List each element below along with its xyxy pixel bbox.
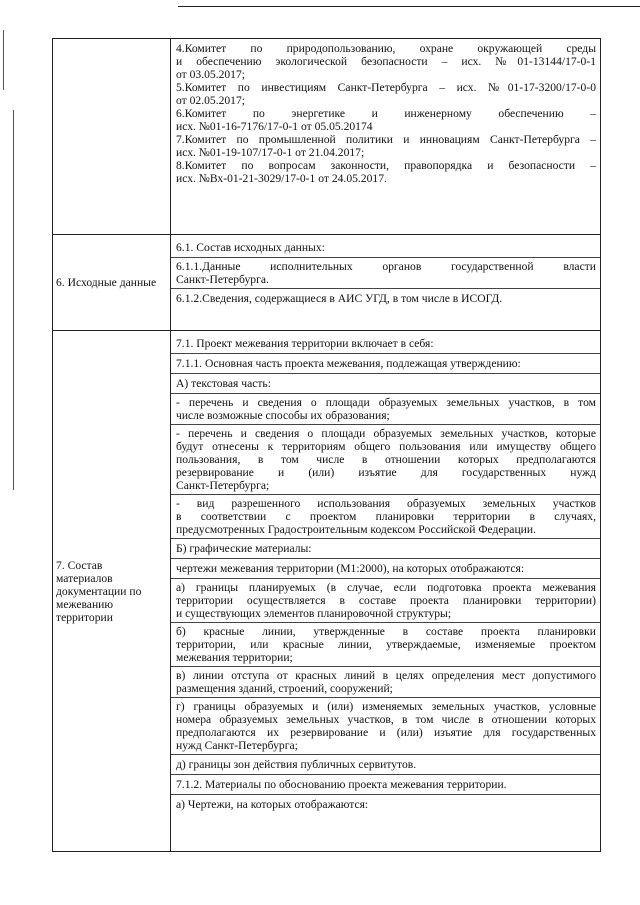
row7-content (171, 331, 601, 852)
row7-p10-line2: территории, или красные линии, утверждаемые, изменяемые проектом (176, 638, 596, 651)
committee-5-line2: от 02.05.2017; (176, 94, 246, 107)
row7-p9-line3: и существующих элементов планировочной структуры; (176, 607, 452, 620)
row7-p5-line3: пользования, в том числе в отношении которых предполагаются (176, 453, 596, 466)
row7-label-line4: межеванию (56, 597, 114, 611)
row7-p6-line3: предусмотренных Градостроительным кодексом Российской Федерации. (176, 523, 536, 536)
row7-p5-line4: резервирование и (или) изъятие для государственных нужд (176, 466, 596, 479)
row7-p14: 7.1.2. Материалы по обоснованию проекта межевания территории. (176, 778, 507, 791)
row7-p2: 7.1.1. Основная часть проекта межевания, подлежащая утверждению: (176, 357, 521, 370)
committee-7-line1: 7.Комитет по промышленной политики и инновациям Санкт-Петербурга – (176, 133, 596, 146)
row7-p7: Б) графические материалы: (176, 542, 312, 555)
row7-p9-line1: а) границы планируемых (в случае, если подготовка проекта межевания (176, 581, 596, 594)
row6-p1: 6.1. Состав исходных данных: (176, 241, 325, 254)
row7-p13: д) границы зон действия публичных сервитутов. (176, 758, 417, 771)
row7-label-line2: материалов (56, 571, 113, 585)
row7-p4-line1: - перечень и сведения о площади образуемых земельных участков, в том (176, 396, 596, 409)
table-row-documentation (53, 331, 601, 852)
row7-label (53, 559, 170, 624)
row7-label-line1: 7. Состав (56, 558, 103, 572)
divider (171, 424, 600, 425)
committee-6-line2: исх. №01-16-7176/17-0-1 от 05.05.20174 (176, 120, 373, 133)
row7-label-cell (53, 331, 171, 852)
divider (171, 393, 600, 394)
committee-8-line1: 8.Комитет по вопросам законности, правопорядка и безопасности – (176, 159, 596, 172)
row6-p3: 6.1.2.Сведения, содержащиеся в АИС УГД, в том числе в ИСОГД. (176, 292, 503, 305)
divider (171, 538, 600, 539)
committee-4-line1: 4.Комитет по природопользованию, охране окружающей среды (176, 42, 596, 55)
row7-p5-line1: - перечень и сведения о площади образуемых земельных участков, которые (176, 427, 596, 440)
row7-p11-line1: в) линии отступа от красных линий в целях определения мест допустимого (176, 669, 596, 682)
top-rule (178, 6, 640, 7)
row7-p12-line3: предполагаются их резервирование и (или) изъятие для государственных (176, 726, 596, 739)
row7-p6-line2: в соответствии с проектом планировки территории в случаях, (176, 510, 596, 523)
divider (171, 494, 600, 495)
table-row-source-data (53, 235, 601, 331)
row7-label-line5: территории (56, 610, 113, 624)
row6-p2-line1: 6.1.1.Данные исполнительных органов государственной власти (176, 260, 596, 273)
row7-p6-line1: - вид разрешенного использования образуемых земельных участков (176, 497, 596, 510)
row7-p5-line2: будут отнесены к территориям общего пользования или имуществу общего (176, 440, 596, 453)
divider (171, 622, 600, 623)
committees-cell (171, 39, 601, 235)
divider (171, 288, 600, 289)
committee-8-line2: исх. №Вх-01-21-3029/17-0-1 от 24.05.2017. (176, 172, 387, 185)
row7-p12-line4: нужд Санкт-Петербурга; (176, 739, 298, 752)
divider (171, 558, 600, 559)
row6-p2-line2: Санкт-Петербурга. (176, 273, 269, 286)
scan-artifact-line (3, 30, 4, 90)
divider (171, 794, 600, 795)
row7-p15: а) Чертежи, на которых отображаются: (176, 798, 369, 811)
divider (171, 754, 600, 755)
divider (171, 666, 600, 667)
scan-artifact-line (13, 110, 14, 490)
row6-label: 6. Исходные данные (56, 276, 157, 289)
divider (171, 697, 600, 698)
row7-p12-line2: номера образуемых земельных участков, в том числе в отношении которых (176, 713, 596, 726)
row7-p1: 7.1. Проект межевания территории включает в себя: (176, 337, 434, 350)
row6-content (171, 235, 601, 331)
document-table (52, 38, 601, 852)
committee-4-line2: и обеспечению экологической безопасности – исх. №01-13144/17-0-1 (176, 55, 596, 68)
row7-p10-line3: межевания территории; (176, 651, 293, 664)
row7-p8: чертежи межевания территории (М1:2000), на которых отображаются: (176, 562, 525, 575)
row7-p11-line2: размещения зданий, строений, сооружений; (176, 682, 393, 695)
table-row-committees (53, 39, 601, 235)
divider (171, 578, 600, 579)
committee-7-line2: исх. №01-19-107/17-0-1 от 21.04.2017; (176, 146, 365, 159)
row7-p4-line2: числе возможные способы их образования; (176, 409, 390, 422)
row7-p9-line2: территории осуществляется в составе проекта планировки территории) (176, 594, 596, 607)
row7-p10-line1: б) красные линии, утвержденные в составе проекта планировки (176, 625, 596, 638)
divider (171, 353, 600, 354)
divider (171, 373, 600, 374)
row7-p3: А) текстовая часть: (176, 377, 271, 390)
divider (171, 257, 600, 258)
committee-4-line3: от 03.05.2017; (176, 68, 246, 81)
committee-5-line1: 5.Комитет по инвестициям Санкт-Петербурга – исх. №01-17-3200/17-0-0 (176, 81, 596, 94)
row7-p12-line1: г) границы образуемых и (или) изменяемых земельных участков, условные (176, 700, 596, 713)
committee-6-line1: 6.Комитет по энергетике и инженерному обеспечению – (176, 107, 596, 120)
row-label-empty (53, 39, 171, 235)
row6-label-cell (53, 235, 171, 331)
row7-label-line3: документации по (56, 584, 142, 598)
divider (171, 774, 600, 775)
row7-p5-line5: Санкт-Петербурга; (176, 479, 270, 492)
